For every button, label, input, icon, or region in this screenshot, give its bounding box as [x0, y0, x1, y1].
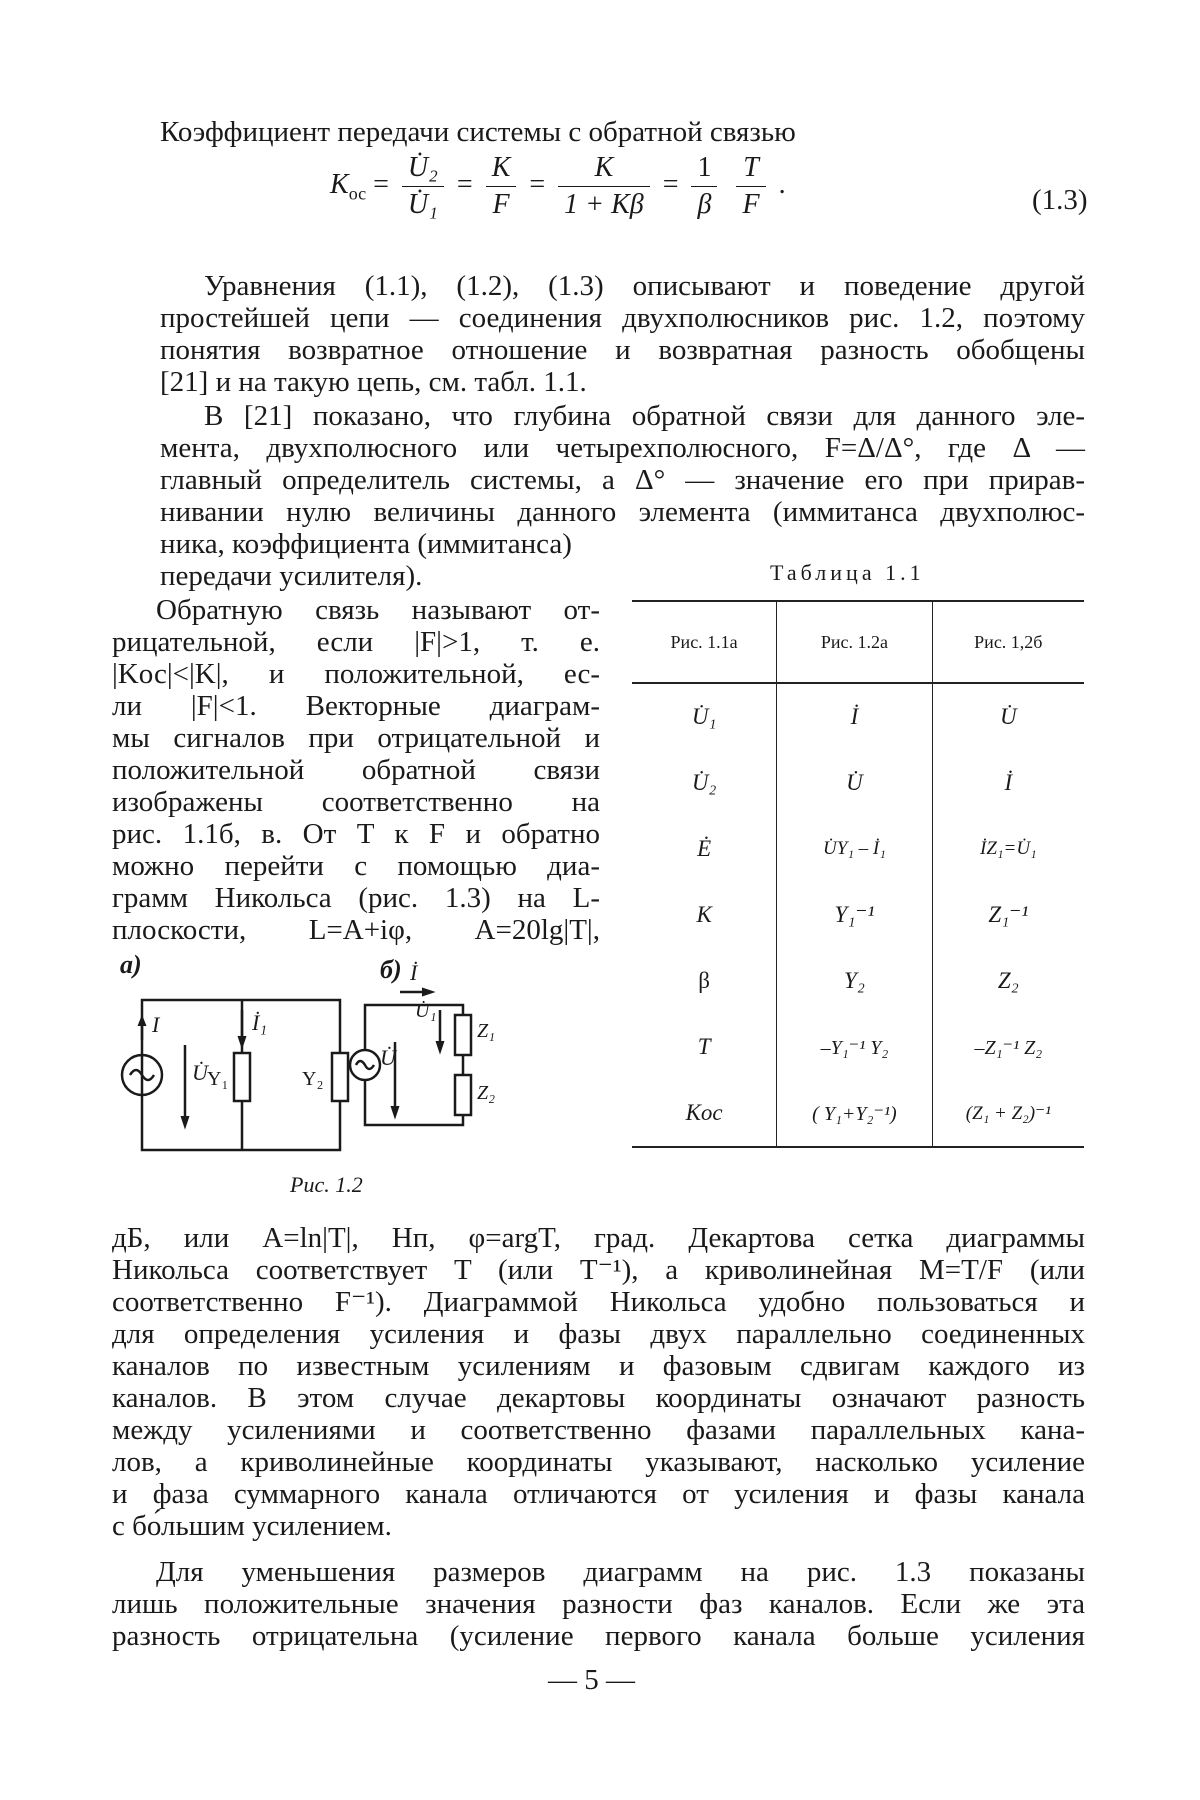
fraction-k-f: K F	[486, 152, 517, 221]
table-cell: ( Y₁+Y₂⁻¹)	[777, 1080, 932, 1147]
text-line: грамм Никольса (рис. 1.3) на L-	[112, 882, 600, 914]
text-line: Уравнения (1.1), (1.2), (1.3) описывают и поведение другой	[160, 270, 1085, 302]
text-line: понятия возвратное отношение и возвратная разность обобщены	[160, 334, 1085, 366]
a-current-label: I	[152, 1012, 159, 1038]
table-cell: U̇Y₁ – İ₁	[777, 816, 932, 882]
table-row	[632, 882, 1084, 948]
text-line: дБ, или A=ln|T|, Нп, φ=argT, град. Декартова сетка диаграммы	[112, 1222, 1085, 1254]
header-cell: Рис. 1.2а	[777, 601, 932, 683]
table-cell: Ė	[632, 816, 777, 882]
table-cell: U̇₁	[632, 683, 777, 750]
y1-label: Y₁	[207, 1068, 228, 1091]
text-line: главный определитель системы, а Δ° — значение его при прирав-	[160, 464, 1085, 496]
paragraph-4	[112, 1222, 1085, 1542]
text-line: рицательной, если |F|>1, т. е.	[112, 626, 600, 658]
table-cell: İ	[932, 750, 1084, 816]
data-table	[632, 600, 1084, 1148]
text-line: для определения усиления и фазы двух параллельно соединенных	[112, 1318, 1085, 1350]
table-cell: Y₁⁻¹	[777, 882, 932, 948]
z2-element	[455, 1075, 471, 1115]
circuit-figure	[100, 950, 620, 1200]
b-current-label: İ	[410, 960, 417, 986]
text-line: положительной обратной связи	[112, 754, 600, 786]
text-line: Никольса соответствует T (или T⁻¹), а криволинейная M=T/F (или	[112, 1254, 1085, 1286]
paragraph-3	[112, 594, 600, 946]
table-row	[632, 816, 1084, 882]
text-line: простейшей цепи — соединения двухполюсников рис. 1.2, поэтому	[160, 302, 1085, 334]
table-cell: Z₁⁻¹	[932, 882, 1084, 948]
table-cell: –Y₁⁻¹ Y₂	[777, 1014, 932, 1080]
text-line: плоскости, L=A+iφ, A=20lg|T|,	[112, 914, 600, 946]
table-cell: Kос	[632, 1080, 777, 1147]
paragraph-5	[112, 1556, 1085, 1652]
b-voltage-label: U̇	[380, 1045, 396, 1071]
a-voltage-label: U̇	[192, 1060, 208, 1086]
header-cell: Рис. 1.1а	[632, 601, 777, 683]
table-row	[632, 750, 1084, 816]
text-line: нивании нулю величины данного элемента (иммитанса двухполюс-	[160, 496, 1085, 528]
table-cell: Z₂	[932, 948, 1084, 1014]
intro-line: Коэффициент передачи системы с обратной связью	[160, 116, 796, 148]
y1-element	[234, 1053, 250, 1101]
text-line: ли |F|<1. Векторные диаграм-	[112, 690, 600, 722]
table-cell: –Z₁⁻¹ Z₂	[932, 1014, 1084, 1080]
text-line: между усилениями и соответственно фазами параллельных кана-	[112, 1414, 1085, 1446]
paragraph-2	[160, 400, 1085, 592]
text-line: Для уменьшения размеров диаграмм на рис. 1.3 показаны	[112, 1556, 1085, 1588]
z1-label: Z₁	[477, 1020, 495, 1043]
text-line: мента, двухполюсного или четырехполюсного, F=Δ/Δ°, где Δ —	[160, 432, 1085, 464]
text-line: передачи усилителя).	[160, 560, 1085, 592]
z1-element	[455, 1015, 471, 1055]
text-line: мы сигналов при отрицательной и	[112, 722, 600, 754]
fraction-t-f: T F	[736, 152, 765, 221]
figure-label-a: а)	[120, 950, 142, 980]
equation-number: (1.3)	[1032, 184, 1088, 216]
table-row	[632, 1080, 1084, 1147]
z2-label: Z₂	[477, 1082, 495, 1105]
y2-label: Y₂	[302, 1068, 323, 1091]
text-line: В [21] показано, что глубина обратной связи для данного эле-	[160, 400, 1085, 432]
table-title: Таблица 1.1	[770, 560, 925, 586]
paragraph-1	[160, 270, 1085, 398]
figure-caption: Рис. 1.2	[290, 1172, 363, 1198]
figure-label-b: б)	[380, 955, 402, 985]
formula-lhs: Kос	[330, 169, 366, 200]
y2-element	[332, 1053, 348, 1101]
a-branch-current-label: İ₁	[252, 1010, 267, 1036]
table-row	[632, 948, 1084, 1014]
text-line: с бо́льшим усилением.	[112, 1510, 1085, 1542]
text-line: соответственно F⁻¹). Диаграммой Никольса удобно пользоваться и	[112, 1286, 1085, 1318]
b-u1-label: U̇₁	[415, 1000, 436, 1023]
text-line: лишь положительные значения разности фаз каналов. Если же эта	[112, 1588, 1085, 1620]
table-1-1	[632, 600, 1084, 1148]
text-line: |Kос|<|K|, и положительной, ес-	[112, 658, 600, 690]
fraction-u2-u1: U̇₂ U̇₁	[402, 152, 444, 221]
table-row	[632, 683, 1084, 750]
table-cell: U̇₂	[632, 750, 777, 816]
text-line: можно перейти с помощью диа-	[112, 850, 600, 882]
header-cell: Рис. 1,2б	[932, 601, 1084, 683]
text-line: Обратную связь называют от-	[112, 594, 600, 626]
table-cell: T	[632, 1014, 777, 1080]
text-line: лов, а криволинейные координаты указывают, насколько усиление	[112, 1446, 1085, 1478]
table-row	[632, 1014, 1084, 1080]
fraction-k-1kb: K 1 + Kβ	[558, 152, 650, 221]
text-line: разность отрицательна (усиление первого канала больше усиления	[112, 1620, 1085, 1652]
formula-1-3: Kос = U̇₂ U̇₁ = K F = K 1 + Kβ = 1 β T F .	[330, 152, 890, 242]
table-cell: (Z₁ + Z₂)⁻¹	[932, 1080, 1084, 1147]
text-line: изображены соответственно на	[112, 786, 600, 818]
text-line: и фаза суммарного канала отличаются от усиления и фазы канала	[112, 1478, 1085, 1510]
text-line: [21] и на такую цепь, см. табл. 1.1.	[160, 366, 1085, 398]
text-line: рис. 1.1б, в. От T к F и обратно	[112, 818, 600, 850]
text-line: ника, коэффициента (иммитанса)	[160, 528, 590, 560]
table-header-row	[632, 601, 1084, 683]
fraction-1-b: 1 β	[691, 152, 717, 221]
table-cell: β	[632, 948, 777, 1014]
table-cell: İZ₁=U̇₁	[932, 816, 1084, 882]
table-cell: U̇	[932, 683, 1084, 750]
table-cell: Y₂	[777, 948, 932, 1014]
page-number: — 5 —	[548, 1664, 635, 1696]
text-line: каналов. В этом случае декартовы координаты означают разность	[112, 1382, 1085, 1414]
text-line: каналов по известным усилениям и фазовым сдвигам каждого из	[112, 1350, 1085, 1382]
table-cell: İ	[777, 683, 932, 750]
table-cell: U̇	[777, 750, 932, 816]
table-cell: K	[632, 882, 777, 948]
